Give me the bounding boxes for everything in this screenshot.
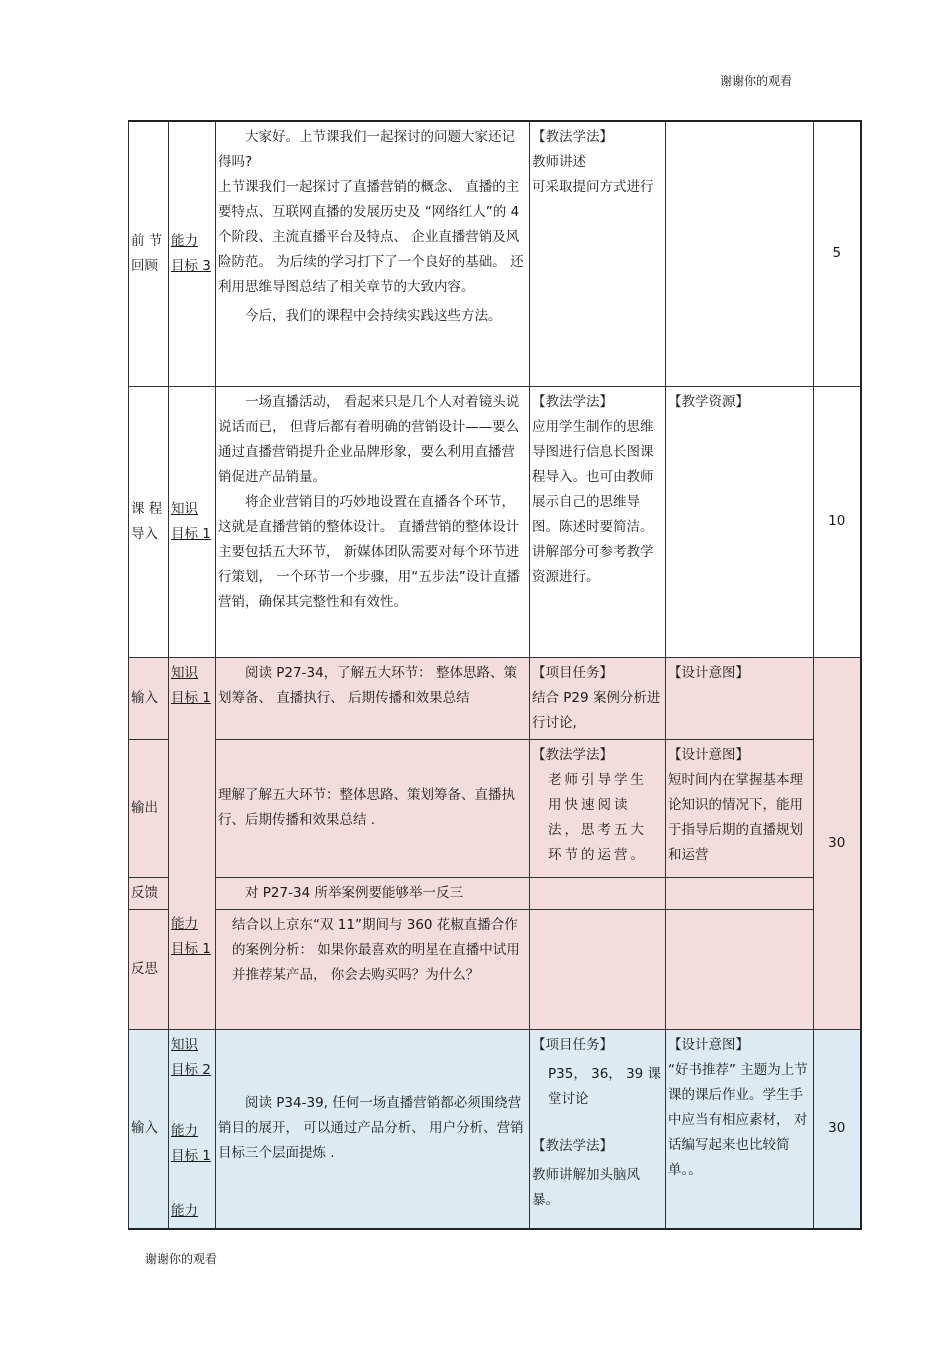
target-text: 能力 [171, 1202, 198, 1219]
page-footer: 谢谢你的观看 [145, 1252, 218, 1266]
stage-review: 前 节 回顾 [129, 121, 169, 386]
content-cell [216, 386, 530, 657]
time-cell: 30 [814, 1029, 861, 1229]
stage-feedback: 反馈 [129, 877, 169, 909]
method-cell: 【教法学法】 应用学生制作的思维导图进行信息长图课程导入。也可由教师展示自己的思维导图。陈述时要简洁。 讲解部分可参考教学资源进行。 [530, 386, 666, 657]
stage-input: 输入 [129, 657, 169, 739]
method-cell: 【教法学法】 教师讲述 可采取提问方式进行 [530, 121, 666, 386]
target-cell-empty [169, 877, 216, 909]
stage-output: 输出 [129, 739, 169, 877]
content-cell: 理解了解五大环节：整体思路、策划筹备、直播执行、后期传播和效果总结 . [216, 739, 530, 877]
method-cell: 【项目任务】 结合 P29 案例分析进行讨论, [530, 657, 666, 739]
target-cell: 能力 目标 1 [169, 909, 216, 1029]
stage-input: 输入 [129, 1029, 169, 1229]
target-cell-empty [169, 739, 216, 877]
method-cell [530, 1029, 666, 1229]
content-text: 今后，我们的课程中会持续实践这些方法。 [245, 308, 502, 324]
target-text: 知识 目标 2 [171, 1036, 211, 1078]
time-cell: 5 [814, 121, 861, 386]
resource-cell: 【设计意图】 [666, 657, 814, 739]
resource-cell: 【教学资源】 [666, 386, 814, 657]
stage-reflect: 反思 [129, 909, 169, 1029]
method-title: 【项目任务】 [532, 1036, 613, 1053]
content-cell: 结合以上京东“双 11”期间与 360 花椒直播合作的案例分析： 如果你最喜欢的明星在直播中试用并推荐某产品， 你会去购买吗？为什么？ [216, 909, 530, 1029]
time-cell: 10 [814, 386, 861, 657]
stage-intro: 课 程 导入 [129, 386, 169, 657]
target-cell [169, 1029, 216, 1229]
resource-cell: 【设计意图】 短时间内在掌握基本理论知识的情况下，能用于指导后期的直播规划和运营 [666, 739, 814, 877]
content-text: 大家好。上节课我们一起探讨的问题大家还记得吗? [218, 129, 515, 170]
resource-cell [666, 121, 814, 386]
resource-cell [666, 877, 814, 909]
content-text: 将企业营销目的巧妙地设置在直播各个环节， 这就是直播营销的整体设计。 直播营销的整体设计主要包括五大环节， 新媒体团队需要对每个环节进行策划， 一个环节一个步骤，用“五步法”设计直播营销，确保其完整性和有效性。 [218, 493, 520, 610]
content-cell: 阅读 P27-34，了解五大环节： 整体思路、策划筹备、 直播执行、 后期传播和效果总结 [216, 657, 530, 739]
method-text: 老师引导学生用快速阅读法，思考五大环节的运营。 [548, 771, 647, 863]
resource-cell: 【设计意图】 “好书推荐” 主题为上节课的课后作业。学生手中应当有相应素材， 对话编写起来也比较简单。。 [666, 1029, 814, 1229]
time-cell: 30 [814, 657, 861, 1029]
method-text: 教师讲解加头脑风暴。 [532, 1166, 640, 1208]
method-text: P35， 36， 39 课堂讨论 [548, 1065, 662, 1107]
content-text: 一场直播活动， 看起来只是几个人对着镜头说说话而已， 但背后都有着明确的营销设计——要么通过直播营销提升企业品牌形象，要么利用直播营销促进产品销量。 [218, 393, 520, 485]
content-cell: 阅读 P34-39, 任何一场直播营销都必须围绕营销目的展开， 可以通过产品分析、 用户分析、营销目标三个层面提炼 . [216, 1029, 530, 1229]
content-cell: 对 P27-34 所举案例要能够举一反三 [216, 877, 530, 909]
method-title: 【教法学法】 [532, 746, 613, 763]
method-cell [530, 909, 666, 1029]
page-header: 谢谢你的观看 [720, 74, 793, 88]
lesson-plan-table [128, 120, 862, 1230]
content-text: 上节课我们一起探讨了直播营销的概念、 直播的主要特点、互联网直播的发展历史及 “网络红人”的 4 个阶段、主流直播平台及特点、 企业直播营销及风险防范。 为后续的学习打下了一个良好的基础。 还利用思维导图总结了相关章节的大致内容。 [218, 179, 524, 295]
method-title: 【教法学法】 [532, 1137, 613, 1154]
target-cell: 知识 目标 1 [169, 386, 216, 657]
target-cell: 知识 目标 1 [169, 657, 216, 739]
resource-cell [666, 909, 814, 1029]
content-cell [216, 121, 530, 386]
target-cell: 能力 目标 3 [169, 121, 216, 386]
target-text: 能力 目标 1 [171, 1122, 211, 1164]
method-cell [530, 877, 666, 909]
method-cell [530, 739, 666, 877]
